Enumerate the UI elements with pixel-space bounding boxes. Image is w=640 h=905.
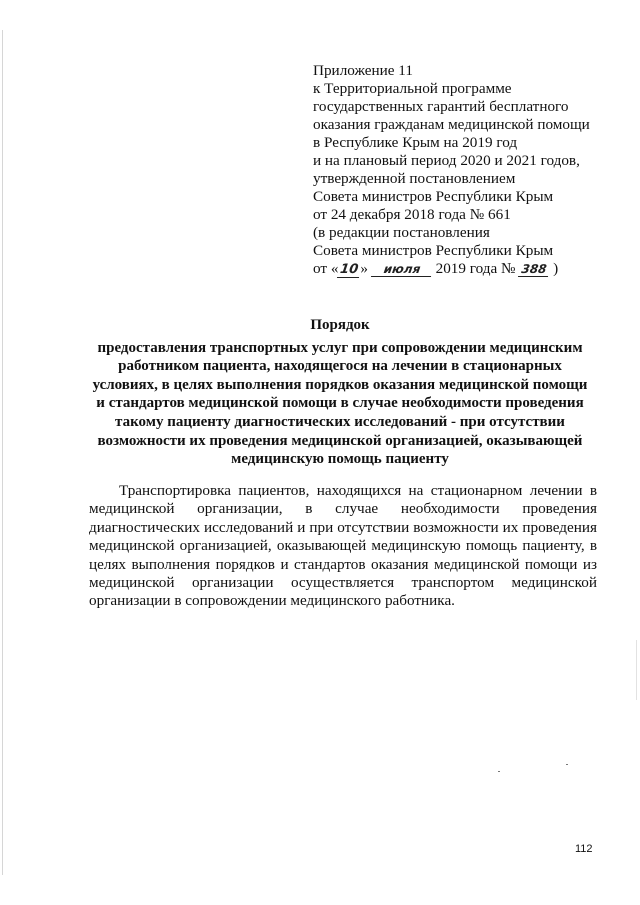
body-line: медицинской организацией, оказывающей медицинскую помощь пациенту, в	[89, 537, 597, 555]
title-line: работником пациента, находящегося на лечении в стационарных	[118, 358, 562, 375]
appendix-line: (в редакции постановления	[313, 224, 490, 241]
appendix-line: от 24 декабря 2018 года № 661	[313, 206, 511, 223]
title-line: возможности их проведения медицинской организацией, оказывающей	[97, 432, 583, 449]
appendix-line: Приложение 11	[313, 62, 413, 79]
body-line: медицинской организации осуществляется транспортом медицинской	[89, 574, 597, 592]
scan-speck	[498, 771, 500, 772]
title-heading: Порядок	[310, 317, 370, 333]
title-line: и стандартов медицинской помощи в случае необходимости проведения	[96, 395, 584, 412]
title-line: предоставления транспортных услуг при сопровождении медицинским	[97, 339, 583, 356]
appendix-line: к Территориальной программе	[313, 80, 512, 97]
appendix-line: в Республике Крым на 2019 год	[313, 134, 518, 151]
appendix-line: оказания гражданам медицинской помощи	[313, 116, 590, 133]
body-line: диагностических исследований и при отсутствии возможности их проведения	[89, 518, 597, 536]
title-line: медицинскую помощь пациенту	[231, 451, 449, 468]
handwritten-number: 388	[518, 262, 550, 277]
body-line: медицинской организации, в случае необходимости проведения	[89, 500, 597, 518]
body-line: Транспортировка пациентов, находящихся на стационарном лечении в	[119, 482, 597, 499]
appendix-line: государственных гарантий бесплатного	[313, 98, 569, 115]
handwritten-day: 10	[337, 263, 361, 278]
scan-speck	[566, 764, 568, 765]
title-line: условиях, в целях выполнения порядков оказания медицинской помощи	[92, 376, 588, 393]
handwritten-month: июля	[371, 262, 433, 277]
date-prefix: от «	[313, 260, 339, 277]
date-suffix: )	[553, 260, 559, 277]
appendix-line: Совета министров Республики Крым	[313, 242, 554, 259]
appendix-line: Совета министров Республики Крым	[313, 188, 554, 205]
page-number: 112	[575, 843, 593, 855]
scan-edge-left	[2, 30, 3, 875]
body-paragraph	[89, 482, 597, 611]
appendix-header	[313, 62, 613, 278]
title-line: такому пациенту диагностических исследований - при отсутствии	[115, 413, 565, 430]
body-line: целях выполнения порядков и стандартов оказания медицинской помощи из	[89, 555, 597, 573]
amendment-date-line	[313, 260, 613, 278]
appendix-line: утвержденной постановлением	[313, 170, 516, 187]
date-mid: »	[360, 260, 369, 277]
date-year-text: 2019 года №	[435, 260, 516, 277]
appendix-line: и на плановый период 2020 и 2021 годов,	[313, 152, 580, 169]
document-title	[80, 316, 600, 469]
body-line: организации в сопровождении медицинского работника.	[89, 592, 455, 610]
scan-edge-right	[636, 640, 637, 700]
